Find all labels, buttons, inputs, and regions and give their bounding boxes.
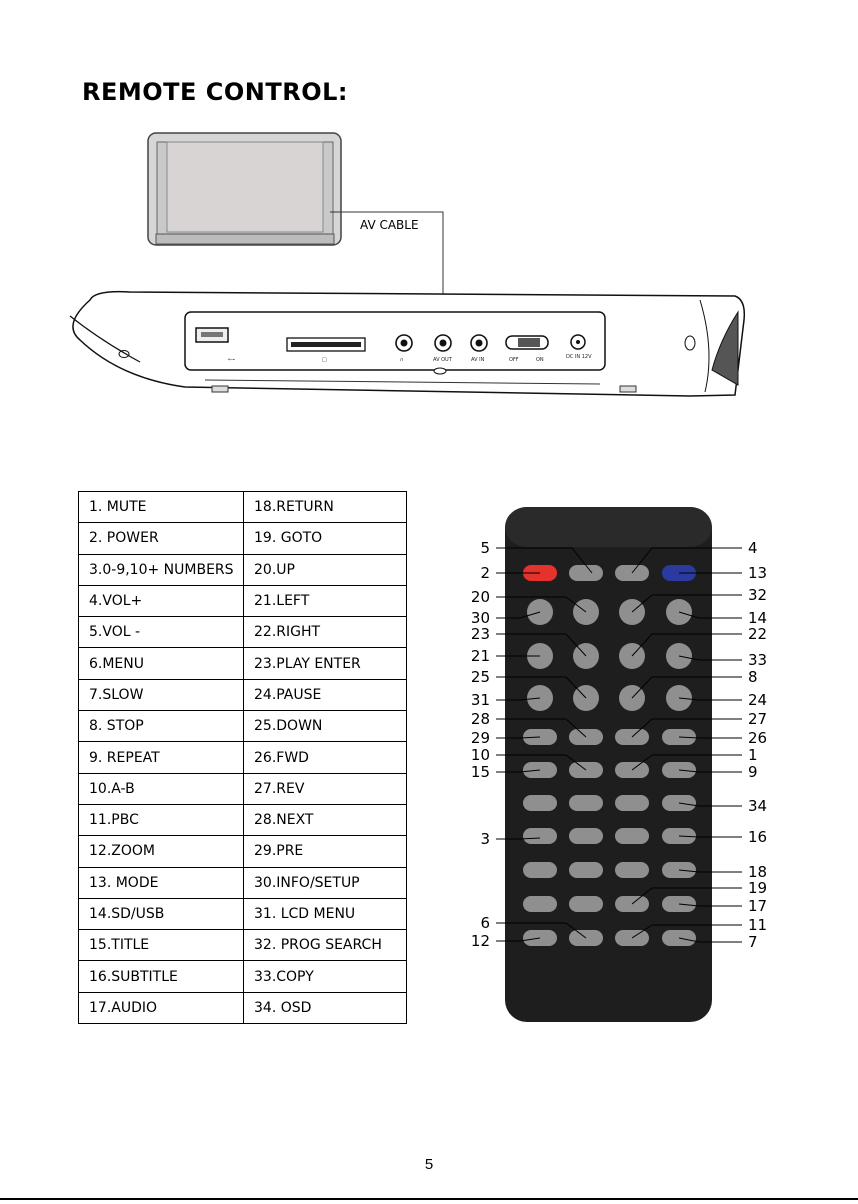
legend-cell: 5.VOL - — [79, 617, 244, 648]
callout-number: 16 — [748, 828, 768, 846]
callout-number: 33 — [748, 651, 768, 669]
callout-number: 31 — [470, 691, 490, 709]
legend-cell: 21.LEFT — [244, 585, 407, 616]
legend-cell: 15.TITLE — [79, 930, 244, 961]
callout-number: 14 — [748, 609, 768, 627]
legend-cell: 33.COPY — [244, 961, 407, 992]
callout-number: 25 — [470, 668, 490, 686]
callout-number: 27 — [748, 710, 768, 728]
callout-number: 30 — [470, 609, 490, 627]
usb-port-label: ←⌁ — [228, 357, 236, 363]
bottom-rule — [0, 1198, 858, 1200]
callout-number: 29 — [470, 729, 490, 747]
callout-number: 26 — [748, 729, 768, 747]
legend-cell: 25.DOWN — [244, 711, 407, 742]
callout-number: 21 — [470, 647, 490, 665]
callout-number: 6 — [480, 914, 490, 932]
callout-number: 32 — [748, 586, 768, 604]
headphone-label: ∩ — [400, 357, 404, 363]
remote-button — [615, 828, 649, 844]
legend-cell: 9. REPEAT — [79, 742, 244, 773]
callout-number: 28 — [470, 710, 490, 728]
card-slot-label: □ — [322, 357, 327, 363]
legend-cell: 26.FWD — [244, 742, 407, 773]
legend-cell: 3.0-9,10+ NUMBERS — [79, 554, 244, 585]
remote-button — [569, 828, 603, 844]
legend-cell: 1. MUTE — [79, 492, 244, 523]
av-out-label: AV OUT — [433, 357, 452, 363]
callout-number: 24 — [748, 691, 768, 709]
legend-cell: 10.A-B — [79, 773, 244, 804]
legend-cell: 27.REV — [244, 773, 407, 804]
callout-number: 3 — [480, 830, 490, 848]
legend-cell: 8. STOP — [79, 711, 244, 742]
callout-number: 5 — [480, 539, 490, 557]
switch-off-label: OFF — [509, 357, 519, 363]
page-number: 5 — [424, 1156, 434, 1173]
legend-cell: 2. POWER — [79, 523, 244, 554]
legend-cell: 18.RETURN — [244, 492, 407, 523]
legend-cell: 14.SD/USB — [79, 898, 244, 929]
callout-number: 22 — [748, 625, 768, 643]
callout-number: 23 — [470, 625, 490, 643]
legend-cell: 19. GOTO — [244, 523, 407, 554]
legend-cell: 17.AUDIO — [79, 992, 244, 1023]
callout-number: 2 — [480, 564, 490, 582]
legend-cell: 34. OSD — [244, 992, 407, 1023]
legend-cell: 30.INFO/SETUP — [244, 867, 407, 898]
remote-button — [615, 862, 649, 878]
legend-cell: 31. LCD MENU — [244, 898, 407, 929]
legend-cell: 28.NEXT — [244, 804, 407, 835]
callout-number: 34 — [748, 797, 768, 815]
switch-on-label: ON — [536, 357, 544, 363]
dc-in-label: DC IN 12V — [566, 354, 592, 360]
callout-number: 20 — [470, 588, 490, 606]
legend-cell: 23.PLAY ENTER — [244, 648, 407, 679]
legend-cell: 22.RIGHT — [244, 617, 407, 648]
callout-number: 1 — [748, 746, 758, 764]
callout-number: 7 — [748, 933, 758, 951]
remote-button — [523, 795, 557, 811]
remote-button — [569, 565, 603, 581]
legend-cell: 7.SLOW — [79, 679, 244, 710]
callout-number: 9 — [748, 763, 758, 781]
remote-button — [569, 896, 603, 912]
callout-number: 18 — [748, 863, 768, 881]
callout-number: 12 — [470, 932, 490, 950]
legend-cell: 12.ZOOM — [79, 836, 244, 867]
remote-button — [523, 896, 557, 912]
remote-button — [615, 795, 649, 811]
remote-button — [523, 862, 557, 878]
av-cable-label: AV CABLE — [360, 218, 419, 232]
callout-number: 11 — [748, 916, 768, 934]
callout-number: 19 — [748, 879, 768, 897]
remote-button — [523, 828, 557, 844]
legend-cell: 11.PBC — [79, 804, 244, 835]
av-in-label: AV IN — [471, 357, 485, 363]
callout-number: 15 — [470, 763, 490, 781]
legend-cell: 4.VOL+ — [79, 585, 244, 616]
legend-cell: 16.SUBTITLE — [79, 961, 244, 992]
remote-button — [569, 862, 603, 878]
page-heading: REMOTE CONTROL: — [82, 78, 349, 106]
callout-number: 8 — [748, 668, 758, 686]
legend-cell: 32. PROG SEARCH — [244, 930, 407, 961]
legend-cell: 20.UP — [244, 554, 407, 585]
legend-cell: 29.PRE — [244, 836, 407, 867]
remote-button — [569, 795, 603, 811]
callout-number: 17 — [748, 897, 768, 915]
legend-cell: 24.PAUSE — [244, 679, 407, 710]
legend-cell: 13. MODE — [79, 867, 244, 898]
callout-number: 4 — [748, 539, 758, 557]
legend-cell: 6.MENU — [79, 648, 244, 679]
callout-number: 10 — [470, 746, 490, 764]
callout-number: 13 — [748, 564, 768, 582]
